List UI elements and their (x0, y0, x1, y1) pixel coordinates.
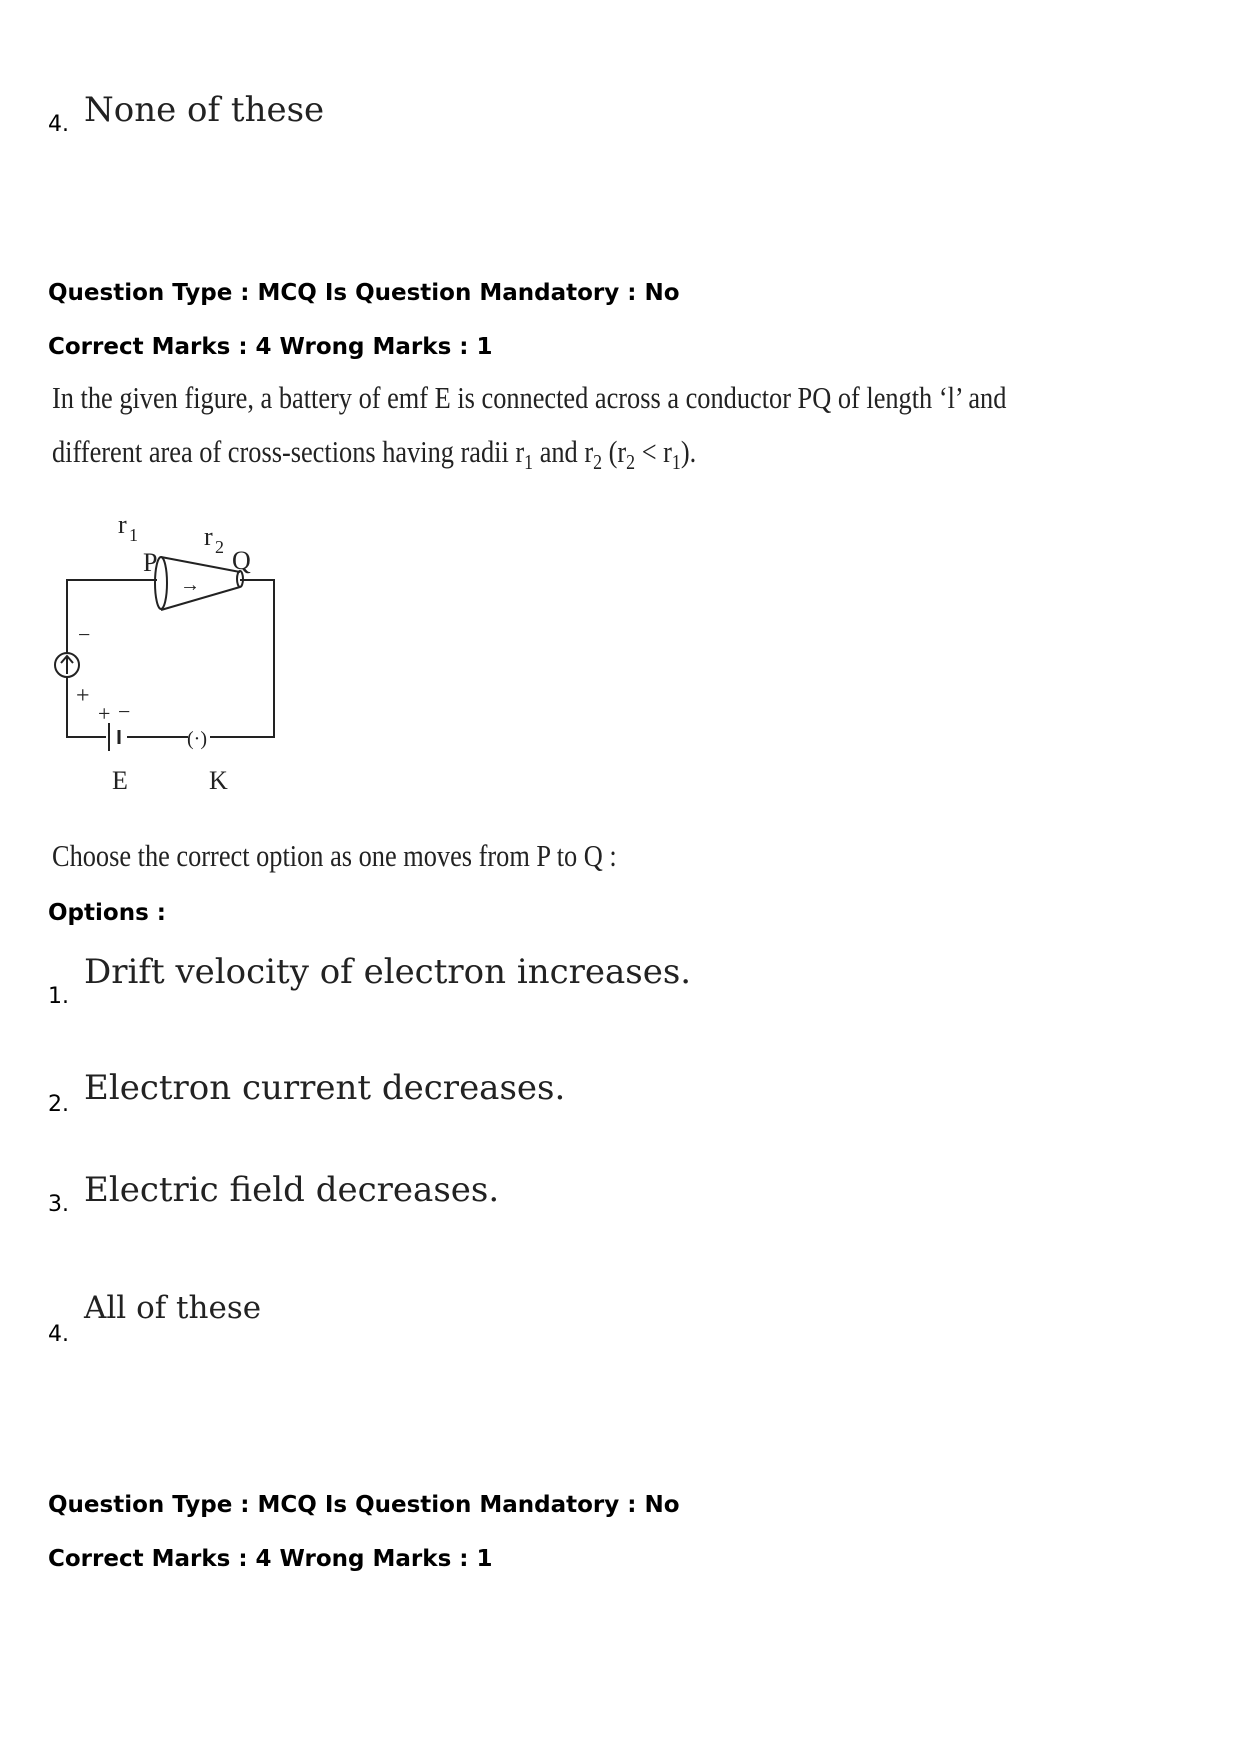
question-prompt: Choose the correct option as one moves from P to Q : (52, 838, 617, 873)
current-arrow-icon: → (180, 574, 200, 596)
question-type-line: Question Type : MCQ Is Question Mandatory : No (48, 280, 680, 306)
option-number: 1. (48, 984, 69, 1009)
option-text: Electron current decreases. (84, 1068, 566, 1108)
options-label: Options : (48, 900, 166, 926)
galvanometer-minus: − (78, 622, 91, 647)
label-e: E (112, 766, 128, 795)
label-r1-sub: 1 (129, 525, 138, 545)
label-r2: r (204, 522, 213, 551)
option-number: 3. (48, 1192, 69, 1217)
galvanometer-plus: + (76, 683, 90, 709)
option-number: 4. (48, 1322, 69, 1347)
circuit-diagram (40, 505, 300, 805)
conductor-pq (161, 557, 240, 610)
question-text-line-2: different area of cross-sections having radii $r_1$ and $r_2$ $(r_2 < r_1)$. (52, 434, 697, 475)
key-symbol: (·) (187, 728, 207, 750)
option-text: Electric field decreases. (84, 1170, 500, 1210)
battery-minus: − (118, 699, 131, 724)
label-q: Q (232, 546, 251, 575)
label-k: K (209, 766, 228, 795)
prev-option-text: None of these (84, 90, 325, 130)
next-question-type-line: Question Type : MCQ Is Question Mandatory : No (48, 1492, 680, 1518)
label-p: P (143, 548, 158, 577)
label-r2-sub: 2 (215, 537, 224, 557)
option-number: 2. (48, 1092, 69, 1117)
option-text: Drift velocity of electron increases. (84, 952, 692, 992)
option-text: All of these (84, 1290, 262, 1326)
battery-plus: + (98, 701, 111, 726)
label-r1: r (118, 510, 127, 539)
question-text-line-1: In the given figure, a battery of emf E is connected across a conductor PQ of length ‘l’ and (52, 380, 1007, 415)
prev-option-number: 4. (48, 112, 69, 137)
next-question-marks-line: Correct Marks : 4 Wrong Marks : 1 (48, 1546, 493, 1572)
question-marks-line: Correct Marks : 4 Wrong Marks : 1 (48, 334, 493, 360)
